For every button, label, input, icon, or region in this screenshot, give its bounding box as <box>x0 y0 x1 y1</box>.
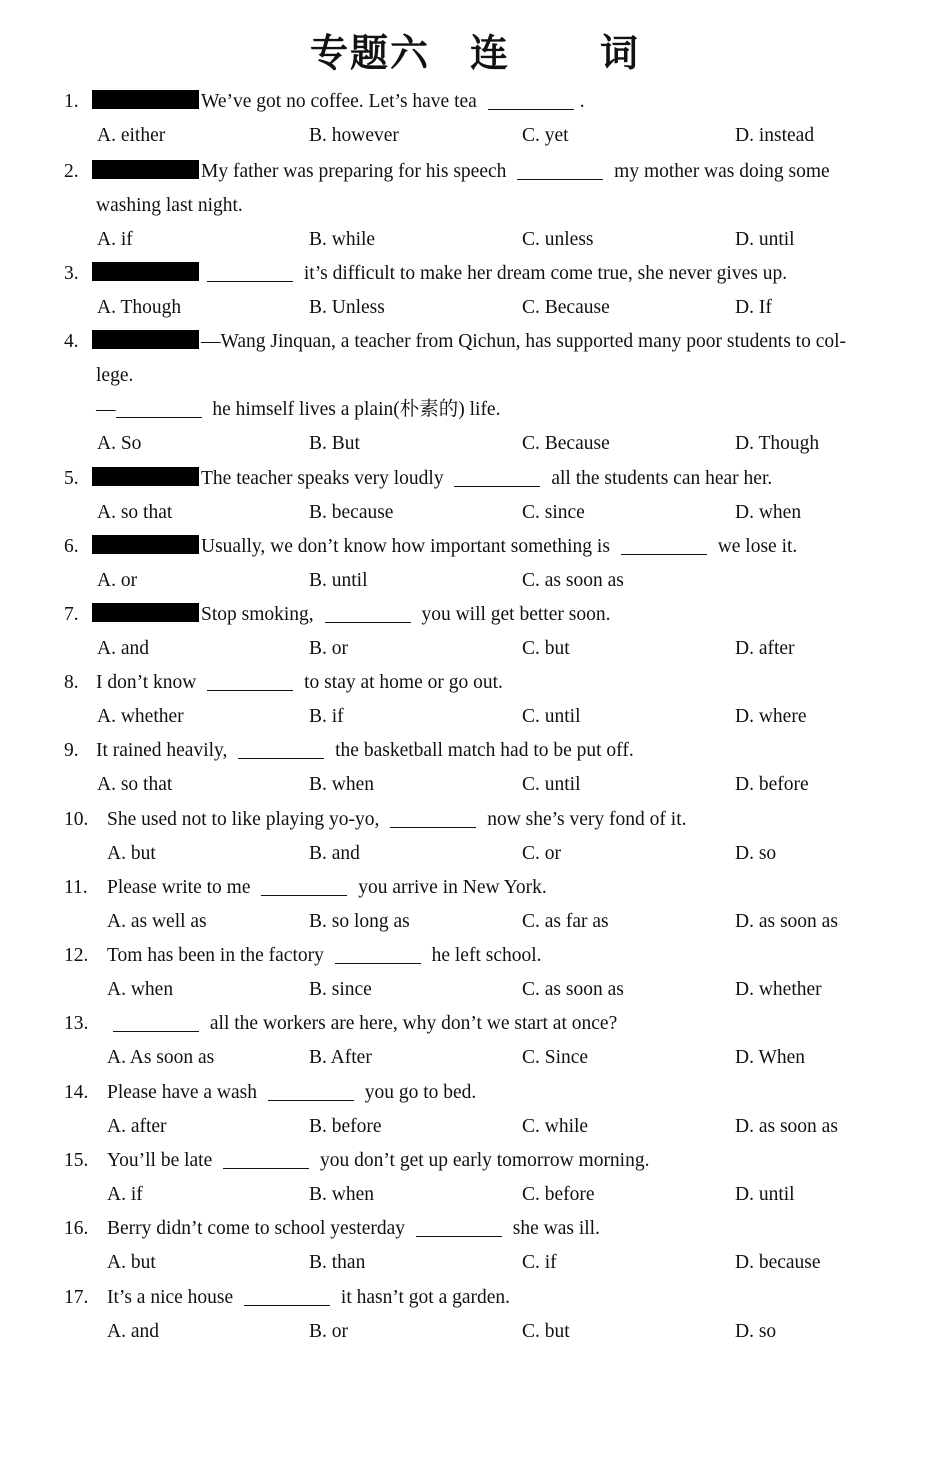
redaction-bar <box>92 262 199 281</box>
answer-blank <box>261 877 347 896</box>
answer-option[interactable]: B. when <box>309 1184 374 1205</box>
stem-text: She used not to like playing yo-yo, <box>107 809 385 830</box>
question-number: 9. <box>64 740 79 761</box>
question-stem <box>107 803 687 837</box>
answer-option[interactable]: A. so that <box>97 502 173 523</box>
stem-text: . <box>579 91 585 112</box>
answer-option[interactable]: C. Because <box>522 297 610 318</box>
stem-continuation: — he himself lives a plain(朴素的) life. <box>96 399 501 420</box>
stem-text: now she’s very fond of it. <box>482 809 687 830</box>
stem-text: —Wang Jinquan, a teacher from Qichun, has supported many poor students to col- <box>201 331 847 352</box>
answer-options <box>0 905 950 939</box>
question-stem <box>107 939 542 973</box>
question-number: 5. <box>64 468 79 489</box>
question-number: 6. <box>64 536 79 557</box>
answer-option[interactable]: B. if <box>309 706 344 727</box>
question-stem <box>107 871 547 905</box>
answer-option[interactable]: B. or <box>309 1321 348 1342</box>
answer-option[interactable]: A. when <box>107 979 174 1000</box>
question-number: 13. <box>64 1013 89 1034</box>
question-number: 15. <box>64 1150 89 1171</box>
redaction-bar <box>92 160 199 179</box>
answer-blank <box>238 740 324 759</box>
redaction-bar <box>92 330 199 349</box>
stem-text: you arrive in New York. <box>353 877 547 898</box>
answer-option[interactable]: C. but <box>522 1321 570 1342</box>
answer-blank <box>454 468 540 487</box>
answer-option[interactable]: D. until <box>735 229 795 250</box>
question-stem-line <box>0 939 950 973</box>
stem-text: my mother was doing some <box>609 161 830 182</box>
answer-blank <box>223 1150 309 1169</box>
answer-options <box>0 427 950 461</box>
answer-option[interactable]: A. either <box>97 125 166 146</box>
answer-option[interactable]: A. after <box>107 1116 167 1137</box>
answer-option[interactable]: A. or <box>97 570 138 591</box>
stem-text: You’ll be late <box>107 1150 218 1171</box>
question-stem <box>92 462 772 496</box>
answer-blank <box>325 604 411 623</box>
question-number: 3. <box>64 263 79 284</box>
stem-text: the basketball match had to be put off. <box>330 740 634 761</box>
answer-blank <box>621 536 707 555</box>
answer-option[interactable]: C. yet <box>522 125 569 146</box>
redaction-bar <box>92 90 199 109</box>
question-item <box>0 1281 950 1349</box>
stem-continuation: lege. <box>96 365 134 386</box>
question-item <box>0 598 950 666</box>
answer-blank <box>207 263 293 282</box>
answer-options <box>0 700 950 734</box>
question-stem <box>96 734 634 768</box>
answer-blank <box>517 161 603 180</box>
question-stem <box>107 1007 617 1041</box>
answer-options <box>0 291 950 325</box>
answer-options <box>0 973 950 1007</box>
question-item <box>0 257 950 325</box>
answer-options <box>0 1246 950 1280</box>
question-stem <box>92 155 830 189</box>
answer-option[interactable]: C. Since <box>522 1047 589 1068</box>
answer-blank <box>268 1082 354 1101</box>
answer-option[interactable]: A. but <box>107 843 156 864</box>
answer-option[interactable]: D. so <box>735 843 777 864</box>
stem-text: he left school. <box>426 945 542 966</box>
question-number: 4. <box>64 331 79 352</box>
answer-blank <box>488 91 574 110</box>
answer-option[interactable]: A. Though <box>97 297 182 318</box>
answer-option[interactable]: A. as well as <box>107 911 207 932</box>
title-part: 词 <box>600 31 641 75</box>
answer-option[interactable]: C. since <box>522 502 585 523</box>
question-item <box>0 1007 950 1075</box>
stem-text: you don’t get up early tomorrow morning. <box>315 1150 650 1171</box>
stem-text: Tom has been in the factory <box>107 945 329 966</box>
question-item <box>0 325 950 461</box>
answer-option[interactable]: B. than <box>309 1252 366 1273</box>
question-stem <box>92 598 610 632</box>
answer-blank <box>244 1287 330 1306</box>
question-stem-line <box>0 257 950 291</box>
page-title <box>0 22 950 77</box>
answer-option[interactable]: A. and <box>97 638 149 659</box>
stem-text: to stay at home or go out. <box>299 672 503 693</box>
answer-option[interactable]: B. Unless <box>309 297 385 318</box>
stem-text: Please write to me <box>107 877 256 898</box>
question-stem-line <box>0 189 950 223</box>
question-number: 16. <box>64 1218 89 1239</box>
stem-text: all the students can hear her. <box>546 468 773 489</box>
stem-text: Berry didn’t come to school yesterday <box>107 1218 410 1239</box>
answer-option[interactable]: D. whether <box>735 979 822 1000</box>
question-number: 2. <box>64 161 79 182</box>
answer-option[interactable]: D. before <box>735 774 809 795</box>
answer-option[interactable]: B. since <box>309 979 372 1000</box>
question-item <box>0 871 950 939</box>
stem-text: you go to bed. <box>359 1082 477 1103</box>
question-item <box>0 1076 950 1144</box>
answer-options <box>0 119 950 153</box>
answer-option[interactable]: A. if <box>107 1184 143 1205</box>
stem-text: all the workers are here, why don’t we start at once? <box>205 1013 618 1034</box>
question-stem-line <box>0 803 950 837</box>
answer-option[interactable]: B. or <box>309 638 348 659</box>
answer-option[interactable]: A. but <box>107 1252 156 1273</box>
answer-option[interactable]: D. as soon as <box>735 1116 838 1137</box>
question-item <box>0 1212 950 1280</box>
answer-blank <box>116 399 202 418</box>
question-stem-line <box>0 530 950 564</box>
question-number: 1. <box>64 91 79 112</box>
question-stem-line <box>0 155 950 189</box>
answer-option[interactable]: D. Though <box>735 433 820 454</box>
answer-option[interactable]: D. when <box>735 502 802 523</box>
stem-text: Stop smoking, <box>201 604 319 625</box>
answer-option[interactable]: A. So <box>97 433 142 454</box>
answer-option[interactable]: C. but <box>522 638 570 659</box>
stem-text: it’s difficult to make her dream come true, she never gives up. <box>299 263 788 284</box>
answer-option[interactable]: C. or <box>522 843 561 864</box>
answer-option[interactable]: C. unless <box>522 229 594 250</box>
question-item <box>0 530 950 598</box>
question-stem-line <box>0 666 950 700</box>
answer-option[interactable]: B. so long as <box>309 911 410 932</box>
question-item <box>0 155 950 257</box>
answer-blank <box>113 1013 199 1032</box>
answer-options <box>0 1110 950 1144</box>
question-number: 14. <box>64 1082 89 1103</box>
question-stem-line <box>0 871 950 905</box>
question-stem <box>107 1076 476 1110</box>
answer-blank <box>390 809 476 828</box>
answer-option[interactable]: D. When <box>735 1047 806 1068</box>
answer-option[interactable]: B. because <box>309 502 394 523</box>
stem-text: I don’t know <box>96 672 202 693</box>
question-item <box>0 462 950 530</box>
answer-options <box>0 1041 950 1075</box>
answer-options <box>0 837 950 871</box>
question-stem-line <box>0 85 950 119</box>
answer-option[interactable]: B. while <box>309 229 376 250</box>
question-stem-line <box>0 1076 950 1110</box>
question-stem <box>107 1144 649 1178</box>
answer-blank <box>335 945 421 964</box>
redaction-bar <box>92 467 199 486</box>
question-item <box>0 734 950 802</box>
answer-option[interactable]: B. until <box>309 570 368 591</box>
title-part: 连 <box>469 31 510 75</box>
question-number: 17. <box>64 1287 89 1308</box>
answer-options <box>0 768 950 802</box>
redaction-bar <box>92 535 199 554</box>
question-stem-line <box>0 359 950 393</box>
answer-option[interactable]: D. as soon as <box>735 911 838 932</box>
answer-option[interactable]: B. and <box>309 843 360 864</box>
question-item <box>0 1144 950 1212</box>
answer-option[interactable]: D. because <box>735 1252 821 1273</box>
answer-option[interactable]: C. while <box>522 1116 589 1137</box>
question-item <box>0 85 950 153</box>
question-item <box>0 939 950 1007</box>
answer-options <box>0 1178 950 1212</box>
answer-option[interactable]: C. as soon as <box>522 979 624 1000</box>
answer-options <box>0 223 950 257</box>
question-stem-line <box>0 734 950 768</box>
answer-blank <box>416 1218 502 1237</box>
question-stem <box>107 1281 510 1315</box>
stem-text: Usually, we don’t know how important something is <box>201 536 615 557</box>
answer-option[interactable]: D. until <box>735 1184 795 1205</box>
question-stem-line <box>0 1007 950 1041</box>
answer-option[interactable]: B. however <box>309 125 399 146</box>
question-stem <box>92 257 787 291</box>
stem-text: We’ve got no coffee. Let’s have tea <box>201 91 482 112</box>
answer-option[interactable]: C. as far as <box>522 911 609 932</box>
question-number: 7. <box>64 604 79 625</box>
stem-text: It rained heavily, <box>96 740 233 761</box>
question-stem-line <box>0 1144 950 1178</box>
question-number: 12. <box>64 945 89 966</box>
question-stem <box>92 530 797 564</box>
question-stem-line <box>0 598 950 632</box>
question-stem-line <box>0 462 950 496</box>
stem-text: The teacher speaks very loudly <box>201 468 449 489</box>
answer-option[interactable]: B. before <box>309 1116 382 1137</box>
answer-option[interactable]: C. Because <box>522 433 610 454</box>
answer-blank <box>207 672 293 691</box>
answer-option[interactable]: D. instead <box>735 125 815 146</box>
answer-options <box>0 632 950 666</box>
question-stem <box>107 1212 600 1246</box>
answer-option[interactable]: A. if <box>97 229 133 250</box>
stem-text: you will get better soon. <box>416 604 611 625</box>
question-number: 10. <box>64 809 89 830</box>
answer-option[interactable]: D. If <box>735 297 772 318</box>
answer-option[interactable]: D. after <box>735 638 795 659</box>
question-item <box>0 803 950 871</box>
answer-option[interactable]: B. But <box>309 433 360 454</box>
stem-text: It’s a nice house <box>107 1287 239 1308</box>
stem-text: Please have a wash <box>107 1082 262 1103</box>
question-stem <box>92 325 846 359</box>
answer-option[interactable]: C. if <box>522 1252 557 1273</box>
answer-option[interactable]: C. until <box>522 774 581 795</box>
question-stem-line <box>0 1212 950 1246</box>
answer-option[interactable]: A. and <box>107 1321 159 1342</box>
answer-option[interactable]: A. whether <box>97 706 184 727</box>
question-number: 8. <box>64 672 79 693</box>
stem-continuation: washing last night. <box>96 195 243 216</box>
answer-option[interactable]: B. After <box>309 1047 372 1068</box>
title-part: 专题六 <box>309 31 430 75</box>
stem-text: she was ill. <box>507 1218 600 1239</box>
stem-text: we lose it. <box>712 536 798 557</box>
answer-options <box>0 496 950 530</box>
answer-option[interactable]: D. so <box>735 1321 777 1342</box>
answer-option[interactable]: D. where <box>735 706 807 727</box>
answer-options <box>0 564 950 598</box>
question-stem-line <box>0 325 950 359</box>
question-stem-line <box>0 393 950 427</box>
answer-option[interactable]: C. as soon as <box>522 570 624 591</box>
answer-option[interactable]: C. before <box>522 1184 595 1205</box>
redaction-bar <box>92 603 199 622</box>
question-stem <box>92 85 585 119</box>
question-stem-line <box>0 1281 950 1315</box>
question-number: 11. <box>64 877 88 898</box>
answer-option[interactable]: A. so that <box>97 774 173 795</box>
question-stem <box>96 666 503 700</box>
stem-text: it hasn’t got a garden. <box>336 1287 511 1308</box>
answer-option[interactable]: B. when <box>309 774 374 795</box>
answer-option[interactable]: C. until <box>522 706 581 727</box>
answer-options <box>0 1315 950 1349</box>
question-item <box>0 666 950 734</box>
answer-option[interactable]: A. As soon as <box>107 1047 215 1068</box>
stem-text: My father was preparing for his speech <box>201 161 512 182</box>
